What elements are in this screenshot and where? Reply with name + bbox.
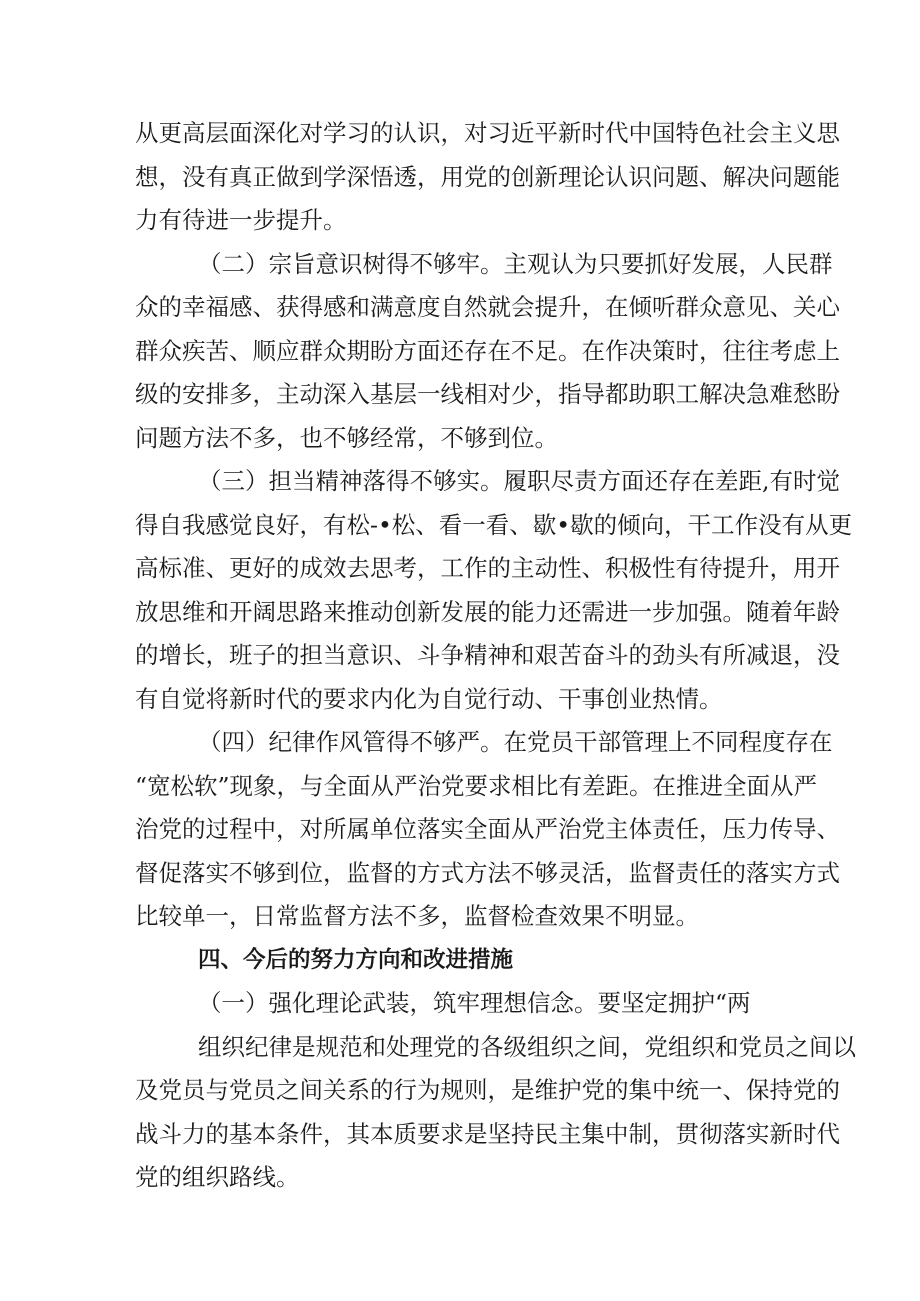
- text-line-7: 级的安排多，主动深入基层一线相对少，指导都助职工解决急难愁盼: [135, 380, 840, 408]
- section-4-first-line: （四）纪律作风管得不够严。在党员干部管理上不同程度存在: [198, 728, 833, 756]
- text-line-25: 党的组织路线。: [135, 1163, 300, 1191]
- text-line-12: 放思维和开阔思路来推动创新发展的能力还需进一步加强。随着年龄: [135, 597, 840, 626]
- text-line-16: “宽松软”现象，与全面从严治党要求相比有差距。在推进全面从严: [135, 771, 818, 800]
- text-line-10: 得自我感觉良好，有松-•松、看一看、歇•歇的倾向，干工作没有从更: [135, 510, 853, 539]
- text-line-17: 治党的过程中，对所属单位落实全面从严治党主体责任，压力传导、: [135, 815, 840, 843]
- text-line-19: 比较单一，日常监督方法不多，监督检查效果不明显。: [135, 902, 699, 930]
- paragraph-org-discipline-first-line: 组织纪律是规范和处理党的各级组织之间，党组织和党员之间以: [198, 1032, 856, 1061]
- section-3-first-line: （三）担当精神落得不够实。履职尽责方面还存在差距,有时觉: [198, 467, 840, 495]
- text-line-6: 群众疾苦、顺应群众期盼方面还存在不足。在作决策时，往往考虑上: [135, 336, 840, 365]
- section-heading: 四、今后的努力方向和改进措施: [198, 946, 514, 973]
- text-line-23: 及党员与党员之间关系的行为规则，是维护党的集中统一、保持党的: [135, 1076, 840, 1104]
- text-line-24: 战斗力的基本条件，其本质要求是坚持民主集中制，贯彻落实新时代: [135, 1119, 840, 1148]
- text-line-14: 有自觉将新时代的要求内化为自觉行动、干事创业热情。: [135, 684, 723, 713]
- text-line-5: 众的幸福感、获得感和满意度自然就会提升，在倾听群众意见、关心: [135, 293, 840, 321]
- document-body: [135, 112, 856, 1200]
- text-line-3: 力有待进一步提升。: [135, 206, 347, 234]
- text-line-18: 督促落实不够到位，监督的方式方法不够灵活，监督责任的落实方式: [135, 858, 840, 887]
- text-line-1: 从更高层面深化对学习的认识，对习近平新时代中国特色社会主义思: [135, 119, 840, 147]
- section-2-first-line: （二）宗旨意识树得不够牢。主观认为只要抓好发展，人民群: [198, 249, 833, 278]
- text-line-11: 高标准、更好的成效去思考，工作的主动性、积极性有待提升，用开: [135, 554, 840, 582]
- text-line-8: 问题方法不多，也不够经常，不够到位。: [135, 423, 558, 452]
- subsection-1-line: （一）强化理论武装，筑牢理想信念。要坚定拥护“两: [198, 989, 751, 1017]
- text-line-13: 的增长，班子的担当意识、斗争精神和艰苦奋斗的劲头有所减退，没: [135, 641, 840, 669]
- text-line-2: 想，没有真正做到学深悟透，用党的创新理论认识问题、解决问题能: [135, 162, 840, 191]
